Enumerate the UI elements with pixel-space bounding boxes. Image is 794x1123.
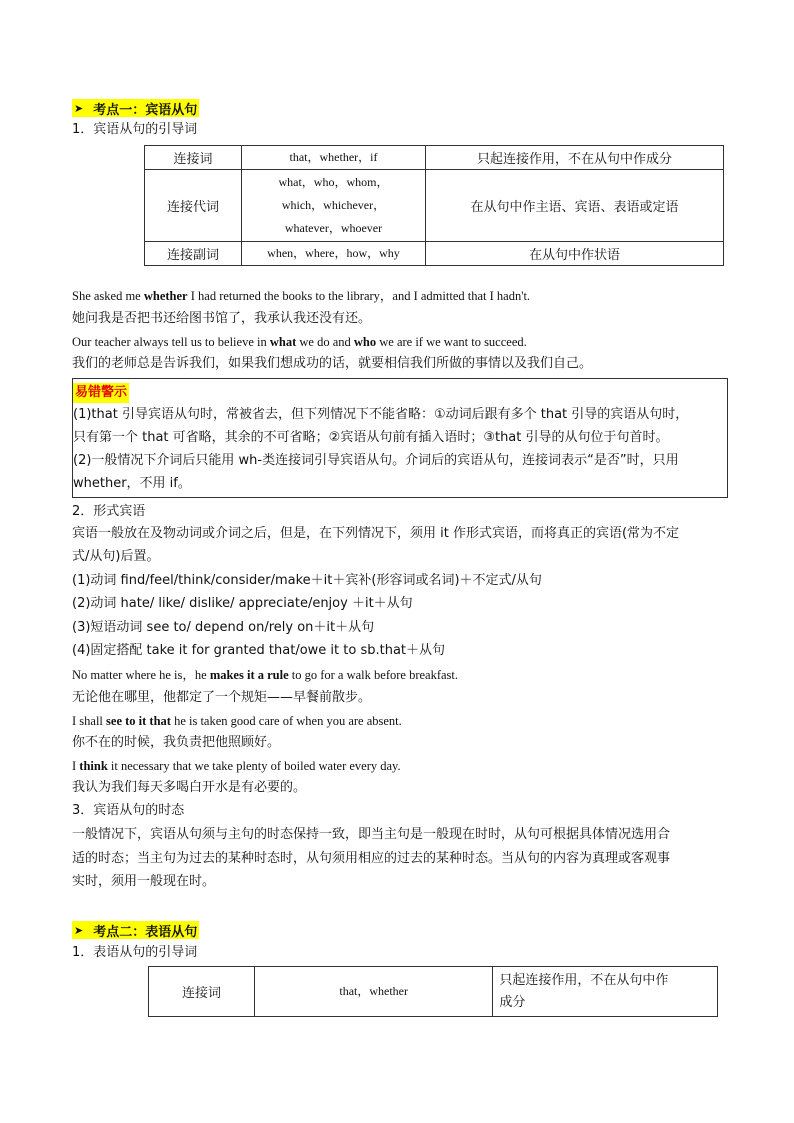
subheading-1: 1．宾语从句的引导词 bbox=[72, 122, 198, 137]
subheading-4: 1．表语从句的引导词 bbox=[72, 945, 198, 960]
rule-item: (1)动词 find/feel/think/consider/make＋it＋宾补(形容词或名词)＋不定式/从句 bbox=[72, 573, 542, 588]
table-cell: that，whether，if bbox=[242, 146, 426, 170]
table-cell: when，where，how，why bbox=[242, 242, 426, 266]
subheading-3: 3．宾语从句的时态 bbox=[72, 803, 185, 818]
table-cell: 连接副词 bbox=[145, 242, 242, 266]
table-cell: 在从句中作主语、宾语、表语或定语 bbox=[425, 170, 723, 242]
example-translation-1: 她问我是否把书还给图书馆了，我承认我还没有还。 bbox=[72, 311, 372, 326]
table-row bbox=[145, 242, 724, 266]
paragraph-line: 一般情况下，宾语从句须与主句的时态保持一致，即当主句是一般现在时时，从句可根据具体情况选用合 bbox=[72, 827, 671, 842]
example-translation-2: 我们的老师总是告诉我们，如果我们想成功的话，就要相信我们所做的事情以及我们自己。 bbox=[72, 356, 593, 371]
table-cell bbox=[493, 967, 718, 1017]
table-cell-line: 只起连接作用，不在从句中作 bbox=[499, 972, 669, 988]
rule-item: (4)固定搭配 take it for granted that/owe it to sb.that＋从句 bbox=[72, 643, 446, 658]
section-heading-2 bbox=[72, 920, 199, 940]
table-cell-line: which，whichever， bbox=[281, 198, 386, 212]
warning-line: (1)that 引导宾语从句时，常被省去，但下列情况下不能省略：①动词后跟有多个 that 引导的宾语从句时， bbox=[73, 407, 689, 422]
subheading-2: 2．形式宾语 bbox=[72, 504, 146, 519]
predicative-conjunction-table bbox=[148, 966, 718, 1017]
table-cell: 只起连接作用，不在从句中作成分 bbox=[425, 146, 723, 170]
example-translation-3: 无论他在哪里，他都定了一个规矩——早餐前散步。 bbox=[72, 690, 372, 705]
rule-item: (2)动词 hate/ like/ dislike/ appreciate/enjoy ＋it＋从句 bbox=[72, 596, 413, 611]
heading-text: 考点一：宾语从句 bbox=[93, 102, 198, 118]
warning-line: whether，不用 if。 bbox=[73, 476, 191, 491]
conjunction-table bbox=[144, 145, 724, 266]
warning-box bbox=[72, 378, 728, 498]
example-sentence-5: I think it necessary that we take plenty of boiled water every day. bbox=[72, 759, 401, 773]
rule-item: (3)短语动词 see to/ depend on/rely on＋it＋从句 bbox=[72, 620, 375, 635]
paragraph-line: 宾语一般放在及物动词或介词之后，但是，在下列情况下，须用 it 作形式宾语，而将真正的宾语(常为不定 bbox=[72, 526, 680, 541]
example-translation-4: 你不在的时候，我负责把他照顾好。 bbox=[72, 735, 281, 750]
paragraph-line: 适的时态；当主句为过去的某种时态时，从句须用相应的过去的某种时态。当从句的内容为真理或客观事 bbox=[72, 851, 671, 866]
table-cell: 连接代词 bbox=[145, 170, 242, 242]
section-heading-1 bbox=[72, 98, 199, 118]
example-sentence-3: No matter where he is，he makes it a rule to go for a walk before breakfast. bbox=[72, 668, 458, 682]
example-sentence-4: I shall see to it that he is taken good care of when you are absent. bbox=[72, 714, 402, 728]
table-row bbox=[145, 170, 724, 242]
example-sentence-1: She asked me whether I had returned the books to the library，and I admitted that I hadn't. bbox=[72, 289, 531, 303]
table-cell: 在从句中作状语 bbox=[425, 242, 723, 266]
table-cell: that，whether bbox=[255, 967, 493, 1017]
table-cell-line: whatever，whoever bbox=[284, 221, 383, 235]
paragraph-line: 实时，须用一般现在时。 bbox=[72, 874, 216, 889]
warning-line: (2)一般情况下介词后只能用 wh-类连接词引导宾语从句。介词后的宾语从句，连接词表示“是否”时，只用 bbox=[73, 453, 679, 468]
example-sentence-2: Our teacher always tell us to believe in what we do and who we are if we want to succeed. bbox=[72, 335, 527, 349]
table-row bbox=[149, 967, 718, 1017]
table-cell-line: what，who，whom， bbox=[278, 175, 389, 189]
arrow-bullet-icon: ➤ bbox=[74, 101, 84, 115]
warning-title: 易错警示 bbox=[73, 383, 129, 403]
table-row bbox=[145, 146, 724, 170]
warning-line: 只有第一个 that 可省略，其余的不可省略；②宾语从句前有插入语时；③that 引导的从句位于句首时。 bbox=[73, 430, 669, 445]
heading-text: 考点二：表语从句 bbox=[93, 924, 198, 940]
table-cell bbox=[242, 170, 426, 242]
table-cell-line: 成分 bbox=[499, 994, 526, 1010]
paragraph-line: 式/从句)后置。 bbox=[72, 549, 160, 564]
table-cell: 连接词 bbox=[145, 146, 242, 170]
example-translation-5: 我认为我们每天多喝白开水是有必要的。 bbox=[72, 780, 307, 795]
arrow-bullet-icon: ➤ bbox=[74, 923, 84, 937]
table-cell: 连接词 bbox=[149, 967, 255, 1017]
